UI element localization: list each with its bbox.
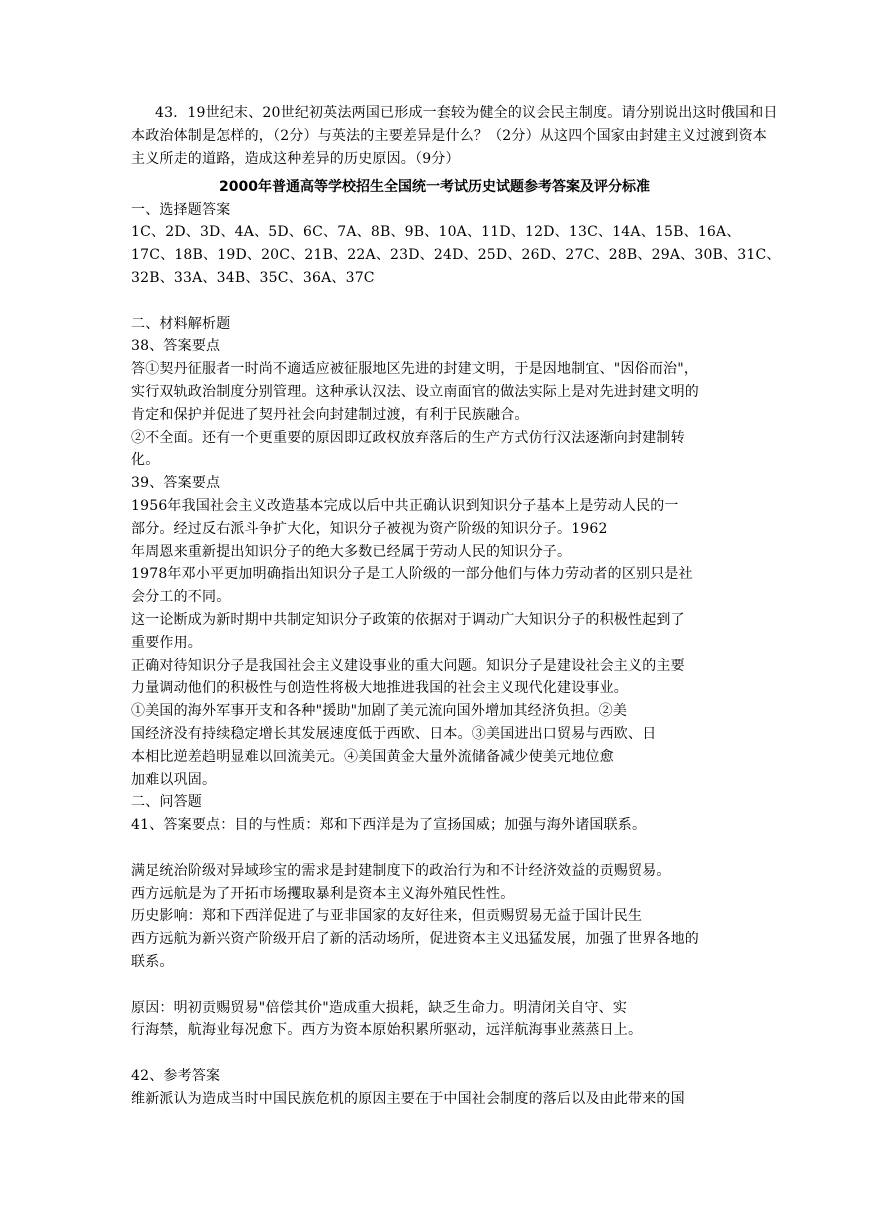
text-line: 化。 [131,452,160,468]
answer-41-heading: 41、答案要点：目的与性质：郑和下西洋是为了宣扬国威；加强与海外诸国联系。 [131,817,647,833]
section-heading-essay: 二、问答题 [131,794,202,810]
choice-answers-line: 32B、33A、34B、35C、36A、37C [131,270,375,286]
text-line: ①美国的海外军事开支和各种"援助"加剧了美元流向国外增加其经济负担。②美 [131,703,628,719]
text-line: 西方远航为新兴资产阶级开启了新的活动场所，促进资本主义迅猛发展，加强了世界各地的 [131,931,699,947]
text-line: 部分。经过反右派斗争扩大化，知识分子被视为资产阶级的知识分子。1962 [131,521,608,537]
question-43-line-3: 主义所走的道路，造成这种差异的历史原因。（9分） [131,151,460,167]
text-line: 答①契丹征服者一时尚不適适应被征服地区先进的封建文明，于是因地制宜、"因俗而治"， [131,361,699,377]
text-line: ②不全面。还有一个更重要的原因即辽政权放弃落后的生产方式仿行汉法逐渐向封建制转 [131,430,685,446]
text-line: 会分工的不同。 [131,589,231,605]
text-line: 西方远航是为了开拓市场攫取暴利是资本主义海外殖民性性。 [131,886,515,902]
text-line: 联系。 [131,954,174,970]
answer-38-heading: 38、答案要点 [131,338,221,354]
text-line: 行海禁，航海业每况愈下。西方为资本原始积累所驱动，远洋航海事业蒸蒸日上。 [131,1022,643,1038]
text-line: 原因：明初贡赐贸易"倍偿其价"造成重大损耗，缺乏生命力。明清闭关自守、实 [131,1000,628,1016]
section-heading-choice: 一、选择题答案 [131,202,231,218]
question-43-line-1: 43．19世纪末、20世纪初英法两国已形成一套较为健全的议会民主制度。请分别说出这时俄国和日 [155,105,778,121]
text-line: 正确对待知识分子是我国社会主义建设事业的重大问题。知识分子是建设社会主义的主要 [131,658,685,674]
text-line: 力量调动他们的积极性与创造性将极大地推进我国的社会主义现代化建设事业。 [131,680,628,696]
text-line: 肯定和保护并促进了契丹社会向封建制过渡，有利于民族融合。 [131,407,529,423]
text-line: 年周恩来重新提出知识分子的绝大多数已经属于劳动人民的知识分子。 [131,544,572,560]
text-line: 国经济没有持续稳定增长其发展速度低于西欧、日本。③美国进出口贸易与西欧、日 [131,726,657,742]
answer-39-heading: 39、答案要点 [131,475,221,491]
choice-answers-line: 17C、18B、19D、20C、21B、22A、23D、24D、25D、26D、27C、28B、29A、30B、31C、 [131,247,781,263]
text-line: 满足统治阶级对异域珍宝的需求是封建制度下的政治行为和不计经济效益的贡赐贸易。 [131,863,671,879]
text-line: 1978年邓小平更加明确指出知识分子是工人阶级的一部分他们与体力劳动者的区别只是社 [131,566,693,582]
question-43-line-2: 本政治体制是怎样的，（2分）与英法的主要差异是什么？（2分）从这四个国家由封建主义过渡到资本 [131,128,768,144]
text-line: 历史影响：郑和下西洋促进了与亚非国家的友好往来，但贡赐贸易无益于国计民生 [131,908,643,924]
answer-42-heading: 42、参考答案 [131,1068,221,1084]
text-line: 实行双轨政治制度分别管理。这种承认汉法、设立南面官的做法实际上是对先进封建文明的 [131,384,699,400]
choice-answers-line: 1C、2D、3D、4A、5D、6C、7A、8B、9B、10A、11D、12D、13C、14A、15B、16A、 [131,224,741,240]
text-line: 1956年我国社会主义改造基本完成以后中共正确认识到知识分子基本上是劳动人民的一 [131,498,679,514]
answer-key-title: 2000年普通高等学校招生全国统一考试历史试题参考答案及评分标准 [219,179,650,195]
text-line: 这一论断成为新时期中共制定知识分子政策的依据对于调动广大知识分子的积极性起到了 [131,612,685,628]
text-line: 本相比逆差趋明显难以回流美元。④美国黄金大量外流储备减少使美元地位愈 [131,749,614,765]
section-heading-material: 二、材料解析题 [131,316,231,332]
text-line: 重要作用。 [131,635,202,651]
text-line: 维新派认为造成当时中国民族危机的原因主要在于中国社会制度的落后以及由此带来的国 [131,1091,685,1107]
text-line: 加难以巩固。 [131,772,217,788]
